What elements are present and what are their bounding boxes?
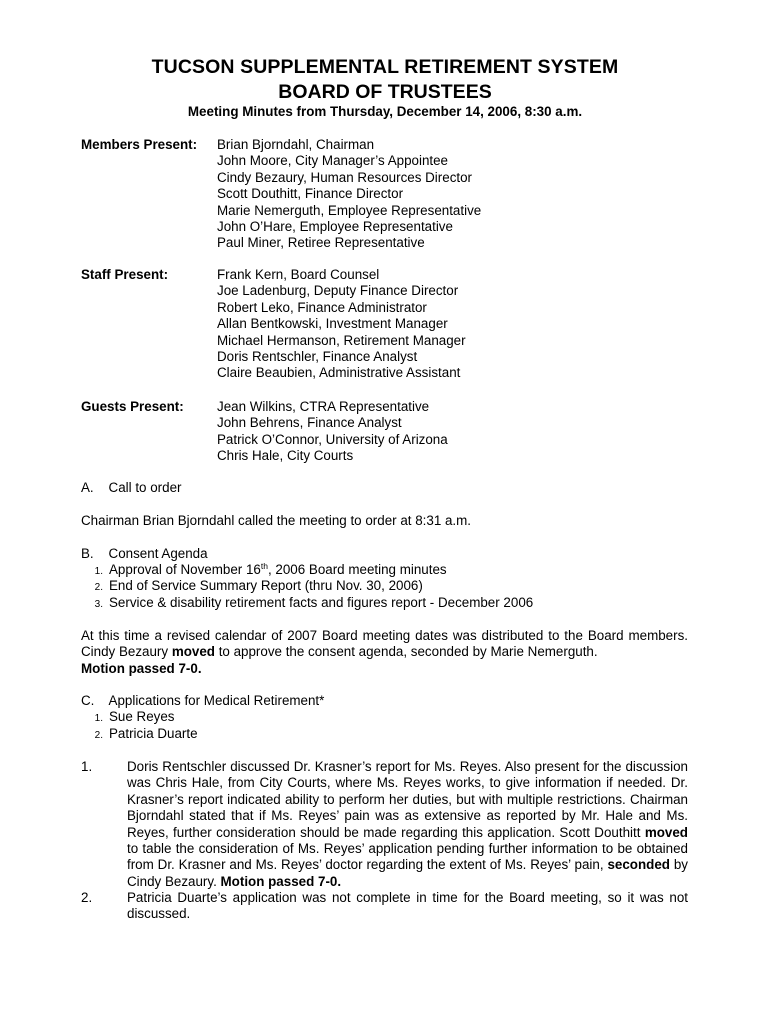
item-number: 3. (94, 599, 103, 610)
list-item: Claire Beaubien, Administrative Assistant (217, 365, 461, 381)
list-item: Chris Hale, City Courts (217, 448, 354, 464)
discussion-paragraph-1 (127, 759, 688, 890)
list-item: Cindy Bezaury, Human Resources Director (217, 169, 473, 185)
members-present-section (81, 137, 701, 257)
item-text: Approval of November 16 (109, 562, 261, 577)
document-title: TUCSON SUPPLEMENTAL RETIREMENT SYSTEM (151, 56, 619, 78)
section-a-heading: A. Call to order (81, 480, 182, 495)
applicant-item-1 (81, 709, 175, 727)
section-c-heading: C. Applications for Medical Retirement* (81, 693, 325, 708)
seconded-emphasis: seconded (607, 857, 670, 873)
list-item: Jean Wilkins, CTRA Representative (217, 399, 430, 414)
moved-emphasis: moved (644, 824, 688, 840)
paragraph-text: to table the consideration of Ms. Reyes’ application pending further information to be obtained from Dr. Krasner and Ms. Reyes’ doctor regarding the extent of Ms. Reyes’ pain, (127, 841, 688, 873)
section-b-heading: B. Consent Agenda (81, 546, 208, 561)
list-item: Joe Ladenburg, Deputy Finance Director (217, 283, 459, 299)
item-text: End of Service Summary Report (thru Nov. 30, 2006) (109, 578, 423, 593)
staff-present-section (81, 267, 701, 387)
list-item: Frank Kern, Board Counsel (217, 267, 380, 282)
list-item: Paul Miner, Retiree Representative (217, 235, 425, 251)
members-list (217, 137, 481, 252)
motion-result: Motion passed 7-0. (220, 873, 342, 889)
motion-result: Motion passed 7-0. (81, 660, 202, 676)
guests-list (217, 399, 448, 465)
consent-paragraph (81, 628, 688, 677)
item-number: 1. (94, 713, 103, 724)
consent-item-3 (81, 595, 533, 613)
applicant-item-2 (81, 726, 198, 744)
item-number: 2. (94, 582, 103, 593)
item-text: Patricia Duarte (109, 726, 198, 741)
paragraph-text: Doris Rentschler discussed Dr. Krasner’s report for Ms. Reyes. Also present for the discussion was Chris Hale, from City Courts, where Ms. Reyes works, to give information if needed. Dr. Krasner’s report indicated ability to perform her duties, but with multiple restrictions. Chairman Bjorndahl stated that if Ms. Reyes’ pain was as extensive as reported by Mr. Hale and Ms. Reyes, further consideration should be made regarding this application. Scott Douthitt (127, 759, 688, 840)
guests-present-section (81, 399, 701, 469)
list-item: Marie Nemerguth, Employee Representative (217, 202, 482, 218)
members-present-label: Members Present: (81, 137, 198, 152)
item-text: , 2006 Board meeting minutes (267, 562, 447, 577)
list-item: Patrick O’Connor, University of Arizona (217, 431, 448, 447)
list-item: Allan Bentkowski, Investment Manager (217, 316, 448, 332)
guests-present-label: Guests Present: (81, 399, 184, 414)
consent-item-2 (81, 578, 423, 596)
paragraph-text: to approve the consent agenda, seconded by Marie Nemerguth. (214, 644, 598, 660)
meeting-date-line: Meeting Minutes from Thursday, December 14, 2006, 8:30 a.m. (187, 104, 583, 119)
discussion-number-2: 2. (81, 890, 93, 905)
paragraph-text: by Cindy Bezaury. (127, 857, 688, 889)
list-item: Scott Douthitt, Finance Director (217, 186, 404, 202)
document-subtitle-board: BOARD OF TRUSTEES (278, 81, 492, 103)
item-number: 2. (94, 730, 103, 741)
paragraph-text: At this time a revised calendar of 2007 Board meeting dates was distributed to the Board members. Cindy Bezaury (81, 628, 688, 660)
list-item: Michael Hermanson, Retirement Manager (217, 332, 466, 348)
item-text: Service & disability retirement facts and figures report - December 2006 (109, 595, 534, 610)
discussion-paragraph-2: Patricia Duarte’s application was not complete in time for the Board meeting, so it was not discussed. (127, 890, 688, 922)
section-a-text: Chairman Brian Bjorndahl called the meeting to order at 8:31 a.m. (81, 513, 472, 528)
item-number: 1. (94, 566, 103, 577)
ordinal-suffix: th (260, 561, 268, 571)
list-item: Doris Rentschler, Finance Analyst (217, 349, 418, 365)
list-item: Robert Leko, Finance Administrator (217, 299, 427, 315)
staff-list (217, 267, 466, 382)
list-item: John O’Hare, Employee Representative (217, 219, 453, 235)
list-item: Brian Bjorndahl, Chairman (217, 137, 375, 152)
list-item: John Behrens, Finance Analyst (217, 415, 402, 431)
item-text: Sue Reyes (109, 709, 175, 724)
moved-emphasis: moved (171, 644, 215, 660)
discussion-number-1: 1. (81, 759, 93, 774)
staff-present-label: Staff Present: (81, 267, 169, 282)
list-item: John Moore, City Manager’s Appointee (217, 153, 449, 169)
